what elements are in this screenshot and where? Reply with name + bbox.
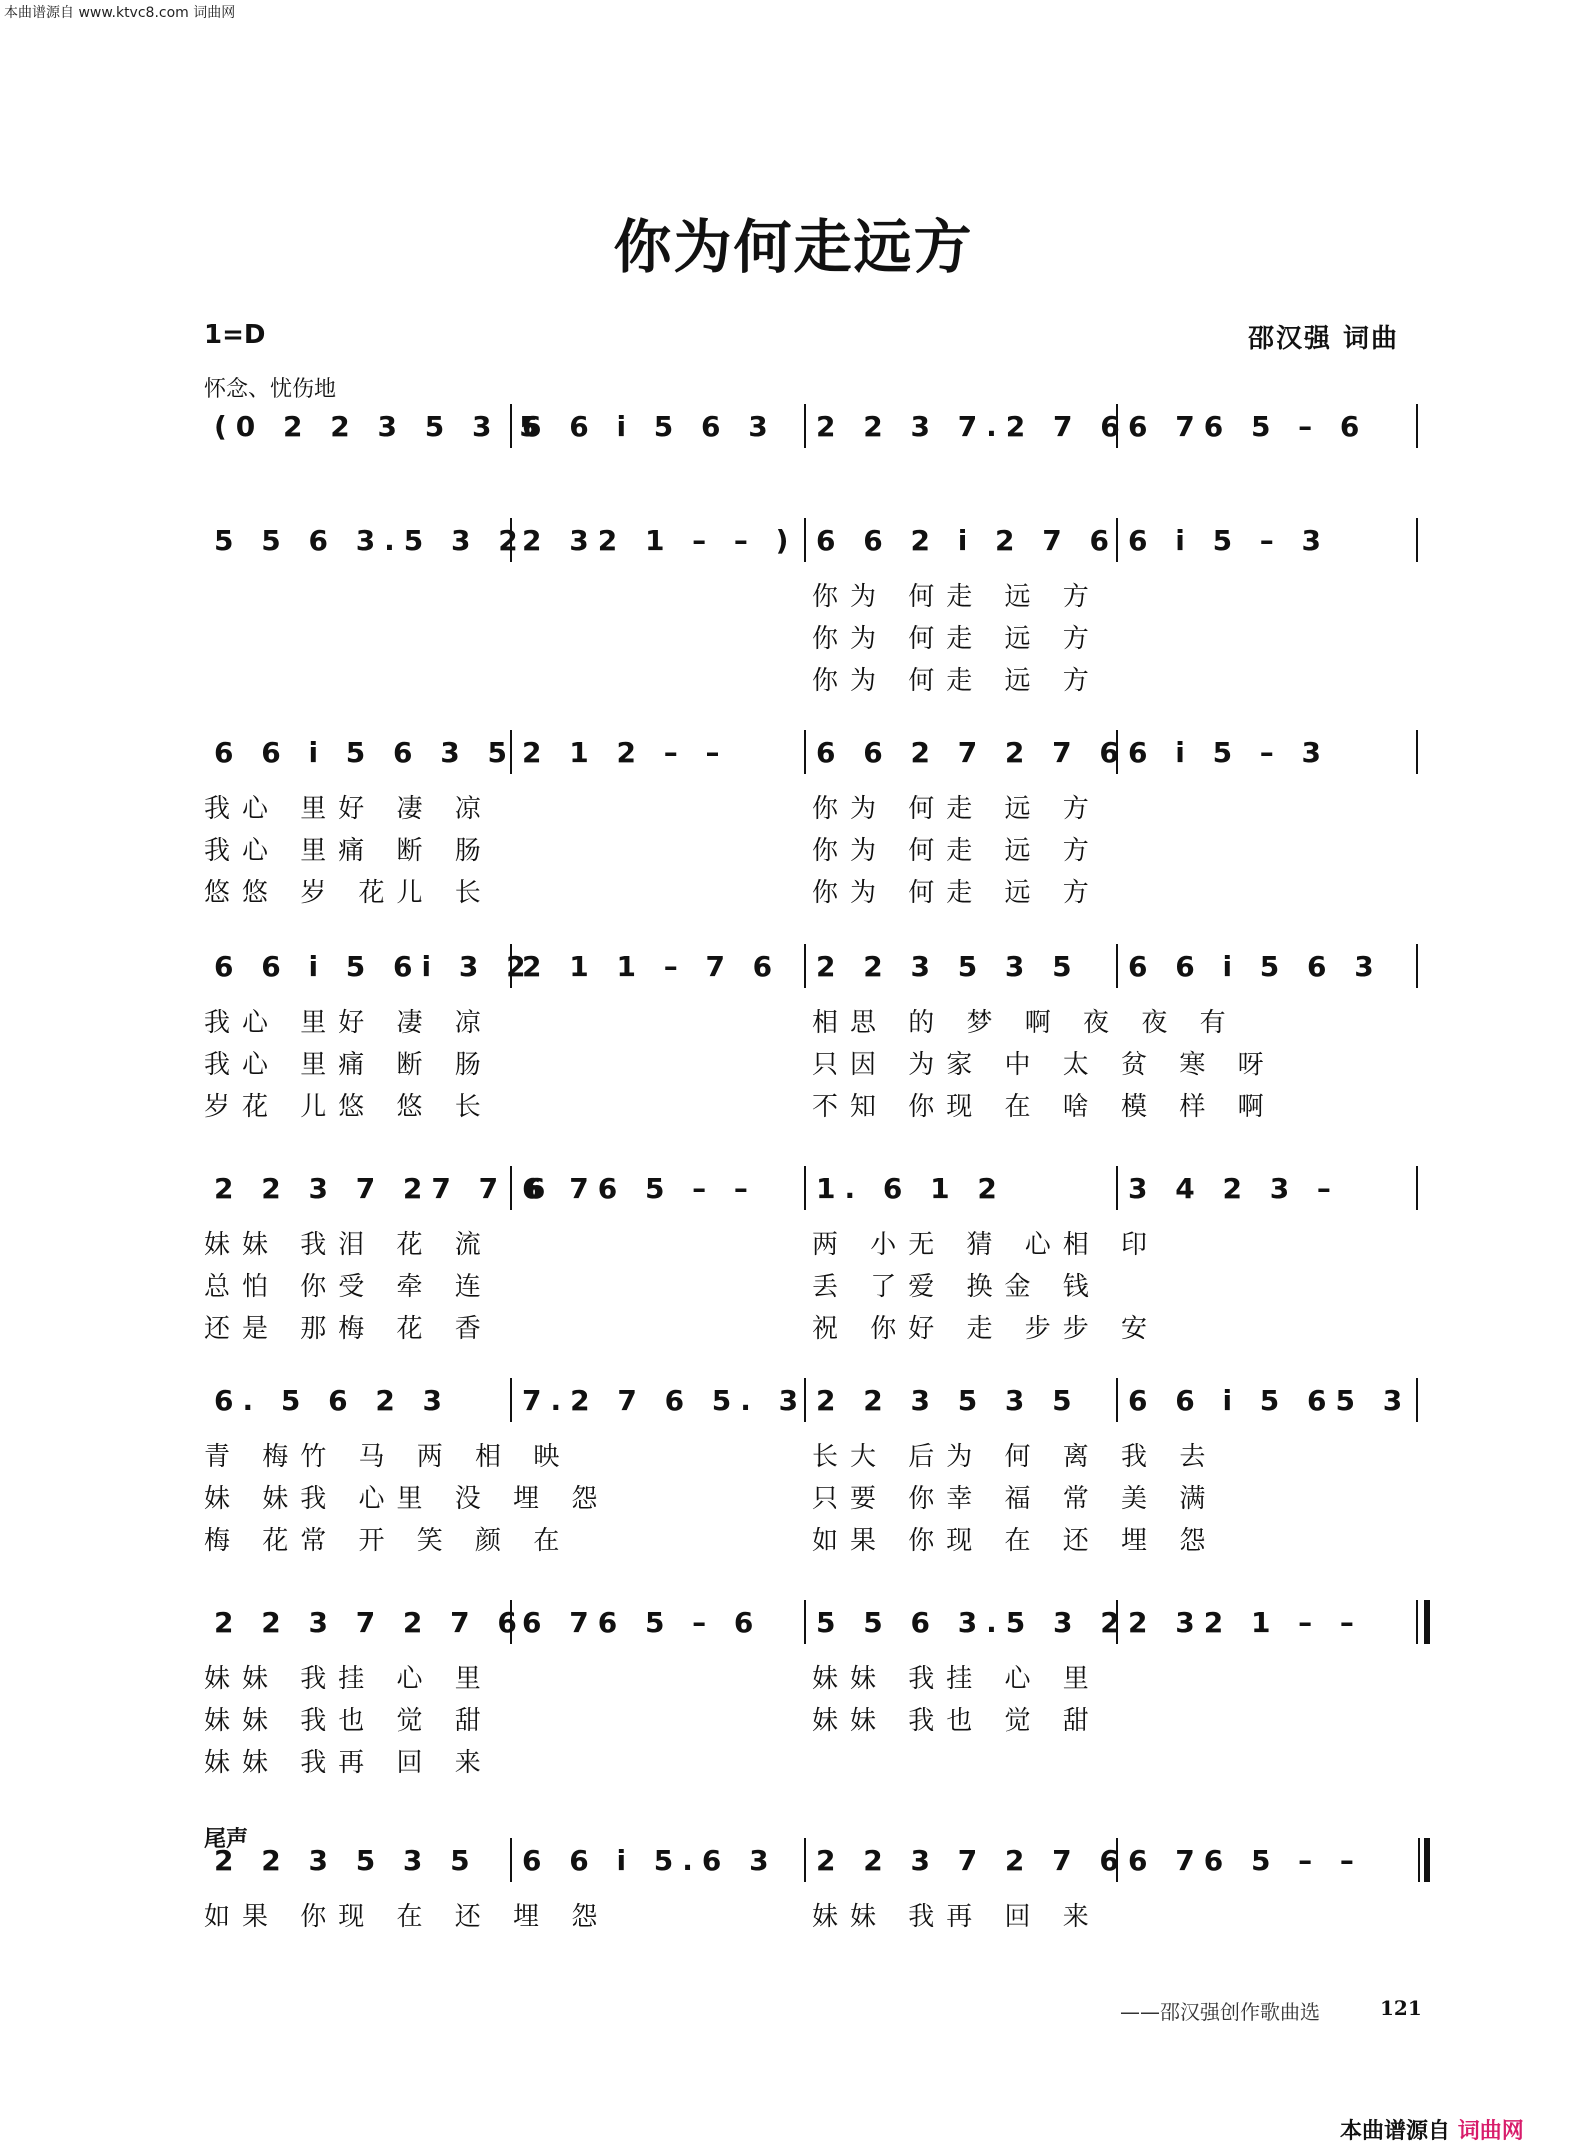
measure	[510, 518, 806, 562]
book-credit: ——邵汉强创作歌曲选	[1120, 2000, 1320, 2024]
barline	[1416, 1378, 1418, 1422]
measure	[804, 1838, 1128, 1882]
measure-notes: 2 2 3 7 2 7 6	[214, 1606, 526, 1639]
watermark-site: 词曲网	[1457, 2119, 1524, 2144]
lyric-line: 妹妹 我挂 心 里	[812, 1664, 1101, 1694]
lyric-line: 你为 何走 远 方	[812, 878, 1101, 908]
measure-notes: 6 i 5 – 3	[1128, 736, 1331, 769]
notation-system	[204, 404, 1416, 448]
measure-notes: 2 1 1 – 7 6	[522, 950, 782, 983]
lyric-line: 总怕 你受 牵 连	[204, 1272, 493, 1302]
measure	[204, 404, 548, 448]
measure	[804, 944, 1118, 988]
notation-system	[204, 1838, 1416, 1882]
measure-notes: 6 76 5 – –	[1128, 1844, 1363, 1877]
measure-notes: 6 i 5 – 3	[1128, 524, 1331, 557]
measure	[1116, 1378, 1418, 1422]
lyric-line: 不知 你现 在 啥 模 样 啊	[812, 1092, 1276, 1122]
lyric-line: 妹妹 我再 回 来	[204, 1748, 493, 1778]
measure	[204, 1166, 555, 1210]
notation-system	[204, 1378, 1416, 1422]
measure-notes: 6 6 i 5 6 3 5	[214, 736, 516, 769]
lyric-line: 只因 为家 中 太 贫 寒 呀	[812, 1050, 1276, 1080]
barline	[1416, 1166, 1418, 1210]
measure	[204, 1600, 526, 1644]
measure	[1116, 404, 1418, 448]
lyric-line: 梅 花常 开 笑 颜 在	[204, 1526, 572, 1556]
measure	[1116, 1600, 1418, 1644]
lyric-line: 我心 里痛 断 肠	[204, 836, 493, 866]
measure-notes: (0 2 2 3 5 3 5	[214, 410, 548, 443]
notation-system	[204, 944, 1416, 988]
measure-notes: 2 2 3 5 3 5	[816, 950, 1081, 983]
key-signature: 1=D	[204, 320, 266, 350]
lyric-line: 妹妹 我泪 花 流	[204, 1230, 493, 1260]
measure	[804, 518, 1118, 562]
measure	[510, 404, 806, 448]
measure	[804, 1166, 1118, 1210]
lyric-line: 妹妹 我挂 心 里	[204, 1664, 493, 1694]
measure	[204, 1838, 510, 1882]
lyric-line: 妹 妹我 心里 没 埋 怨	[204, 1484, 610, 1514]
measure-notes: 5 5 6 3.5 3 2	[214, 524, 527, 557]
measure-notes: 1. 6 1 2	[816, 1172, 1006, 1205]
lyric-line: 妹妹 我再 回 来	[812, 1902, 1101, 1932]
measure	[204, 730, 516, 774]
measure-notes: 6 6 2 i 2 7 6	[816, 524, 1118, 557]
measure-notes: 6 76 5 – –	[522, 1172, 757, 1205]
composer-credit: 邵汉强 词曲	[1248, 324, 1400, 354]
measure-notes: 7.2 7 6 5. 3	[522, 1384, 808, 1417]
measure	[1116, 730, 1418, 774]
measure	[510, 1600, 806, 1644]
lyric-line: 我心 里痛 断 肠	[204, 1050, 493, 1080]
measure	[510, 1166, 806, 1210]
repeat-barline	[1416, 1600, 1430, 1644]
measure-notes: 2 1 2 – –	[522, 736, 729, 769]
song-title: 你为何走远方	[613, 213, 974, 281]
measure-notes: 2 32 1 – –	[1128, 1606, 1363, 1639]
lyric-line: 你为 何走 远 方	[812, 666, 1101, 696]
notation-system	[204, 1166, 1416, 1210]
measure-notes: 5 5 6 3.5 3 2	[816, 1606, 1129, 1639]
measure-notes: 6 6 i 5.6 3	[522, 1844, 778, 1877]
measure-notes: 6 6 i 5 65 3	[1128, 1384, 1412, 1417]
measure-notes: 2 2 3 5 3 5	[214, 1844, 479, 1877]
measure-notes: 2 2 3 7.2 7 6	[816, 410, 1129, 443]
barline	[1416, 944, 1418, 988]
measure-notes: 6 6 i 5 6 3	[522, 410, 777, 443]
coda-label: 尾声	[204, 1827, 249, 1852]
measure-notes: 6 6 2 7 2 7 6	[816, 736, 1128, 769]
notation-system	[204, 518, 1416, 562]
lyric-line: 长大 后为 何 离 我 去	[812, 1442, 1218, 1472]
measure	[510, 730, 806, 774]
measure-notes: 3 4 2 3 –	[1128, 1172, 1340, 1205]
lyric-line: 妹妹 我也 觉 甜	[204, 1706, 493, 1736]
measure	[1116, 518, 1418, 562]
page-number: 121	[1380, 1996, 1422, 2020]
measure-notes: 2 2 3 7 27 7 6	[214, 1172, 555, 1205]
measure	[804, 1600, 1129, 1644]
measure	[804, 404, 1129, 448]
notation-system	[204, 1600, 1416, 1644]
lyric-line: 祝 你好 走 步步 安	[812, 1314, 1160, 1344]
measure-notes: 2 32 1 – – )	[522, 524, 798, 557]
watermark	[1340, 2114, 1524, 2145]
lyric-line: 丢 了爱 换金 钱	[812, 1272, 1101, 1302]
lyric-line: 岁花 儿悠 悠 长	[204, 1092, 493, 1122]
lyric-line: 如果 你现 在 还 埋 怨	[812, 1526, 1218, 1556]
measure-notes: 6 6 i 5 6 3	[1128, 950, 1383, 983]
lyric-line: 你为 何走 远 方	[812, 582, 1101, 612]
measure-notes: 6. 5 6 2 3	[214, 1384, 452, 1417]
measure	[804, 1378, 1118, 1422]
measure	[1116, 1166, 1418, 1210]
lyric-line: 如果 你现 在 还 埋 怨	[204, 1902, 610, 1932]
measure-notes: 6 6 i 5 6i 3 2	[214, 950, 535, 983]
notation-system	[204, 730, 1416, 774]
lyric-line: 你为 何走 远 方	[812, 624, 1101, 654]
final-barline	[1418, 1838, 1430, 1882]
measure	[510, 1838, 806, 1882]
measure-notes: 6 76 5 – 6	[522, 1606, 763, 1639]
measure	[1116, 944, 1418, 988]
tempo-marking: 怀念、忧伤地	[204, 377, 337, 402]
lyric-line: 相思 的 梦 啊 夜 夜 有	[812, 1008, 1238, 1038]
measure-notes: 6 76 5 – 6	[1128, 410, 1369, 443]
lyric-line: 我心 里好 凄 凉	[204, 794, 493, 824]
measure	[204, 944, 535, 988]
measure	[510, 1378, 806, 1422]
barline	[1416, 518, 1418, 562]
lyric-line: 你为 何走 远 方	[812, 794, 1101, 824]
lyric-line: 只要 你幸 福 常 美 满	[812, 1484, 1218, 1514]
measure-notes: 2 2 3 5 3 5	[816, 1384, 1081, 1417]
measure	[1116, 1838, 1418, 1882]
lyric-line: 还是 那梅 花 香	[204, 1314, 493, 1344]
measure	[204, 1378, 510, 1422]
lyric-line: 妹妹 我也 觉 甜	[812, 1706, 1101, 1736]
measure	[804, 730, 1128, 774]
site-header: 本曲谱源自 www.ktvc8.com 词曲网	[4, 5, 236, 21]
watermark-source: 本曲谱源自	[1340, 2119, 1451, 2144]
barline	[1416, 730, 1418, 774]
lyric-line: 青 梅竹 马 两 相 映	[204, 1442, 572, 1472]
measure	[204, 518, 527, 562]
measure-notes: 2 2 3 7 2 7 6	[816, 1844, 1128, 1877]
measure	[510, 944, 806, 988]
lyric-line: 你为 何走 远 方	[812, 836, 1101, 866]
lyric-line: 我心 里好 凄 凉	[204, 1008, 493, 1038]
lyric-line: 悠悠 岁 花儿 长	[204, 878, 493, 908]
lyric-line: 两 小无 猜 心相 印	[812, 1230, 1160, 1260]
barline	[1416, 404, 1418, 448]
